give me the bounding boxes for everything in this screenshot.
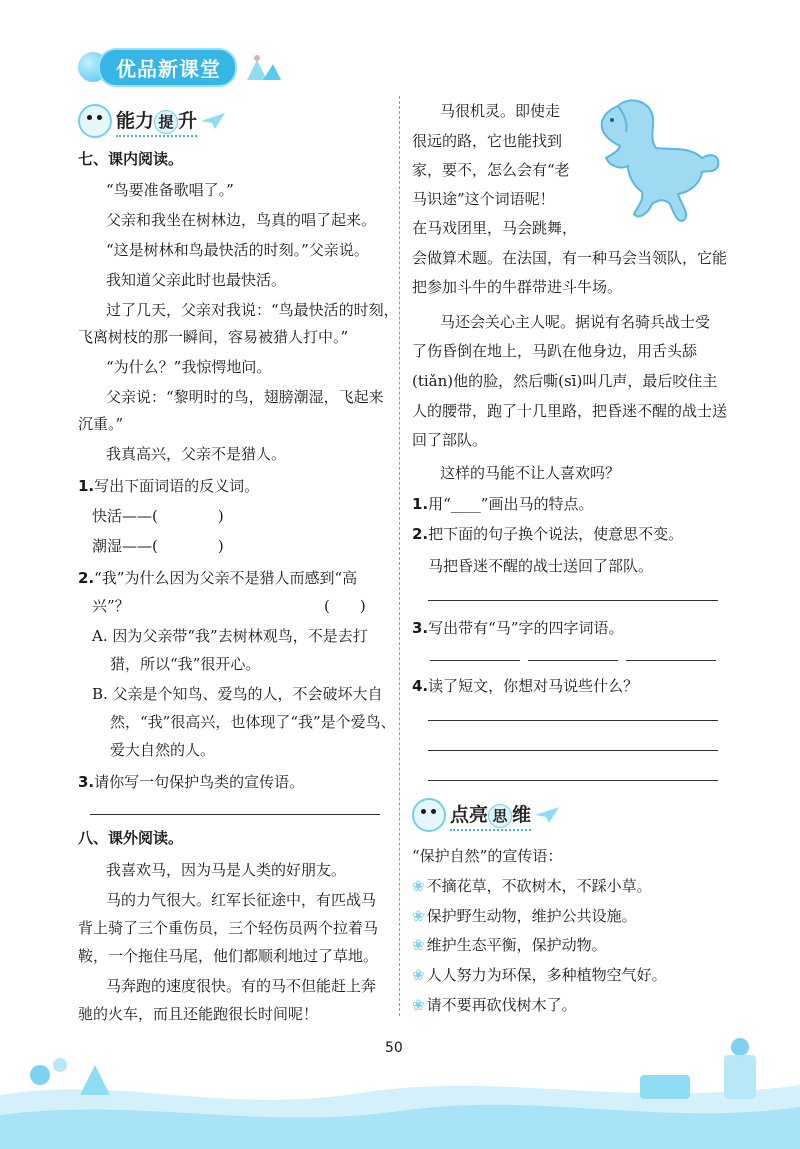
q7-sub3-text: 请你写一句保护鸟类的宣传语。 [94,773,305,791]
r-passage-line: 会做算术题。在法国，有一种马会当领队，它能 [412,249,728,267]
r-sub2-number: 2. [412,525,429,543]
horse-illustration [578,96,724,228]
r-passage-line: 马还会关心主人呢。据说有名骑兵战士受 [440,313,711,331]
answer-paren[interactable]: ( ) [324,597,366,615]
tip-text: 不摘花草，不砍树木，不踩小草。 [426,877,652,895]
section2-title-text: 点亮 [450,803,489,826]
tip-text: 维护生态平衡，保护动物。 [426,936,607,954]
flower-bullet-icon: ❀ [412,936,425,954]
brand-title: 优品新课堂 [100,50,235,85]
r-sub1 [412,494,593,514]
q7-passage-line: “为什么？”我惊愕地问。 [106,358,272,376]
panda-icon [78,104,112,138]
q8-passage-line: 驰的火车，而且还能跑很长时间呢！ [78,1005,319,1023]
option-b[interactable]: B. 父亲是个知鸟、爱鸟的人，不会破坏大自 [92,685,383,703]
q7-passage-line: 父亲说：“黎明时的鸟，翅膀潮湿，飞起来 [106,388,384,406]
q7-sub3 [78,772,304,792]
r-passage-line: 这样的马能不让人喜欢吗？ [440,464,621,482]
flower-bullet-icon: ❀ [412,877,425,895]
r-passage-line: 把参加斗牛的牛群带进斗牛场。 [412,278,623,296]
r-passage-line: 了伤昏倒在地上，马趴在他身边，用舌头舔 [412,342,698,360]
answer-line[interactable] [428,720,718,721]
answer-line[interactable] [428,600,718,601]
antonym-blank-2[interactable]: 潮湿——( ) [92,537,224,555]
page-number: 50 [385,1040,403,1056]
column-divider [399,96,400,1016]
section2-title [450,800,531,831]
section-title-tail: 升 [178,109,198,132]
answer-line[interactable] [428,750,718,751]
tip-item [412,935,607,955]
r-sub2-text: 把下面的句子换个说法，使意思不变。 [428,525,684,543]
q7-sub1 [78,476,259,496]
q7-passage-line: 飞离树枝的那一瞬间，容易被猎人打中。” [78,328,349,346]
r-sub2 [412,524,683,544]
option-a[interactable]: A. 因为父亲带“我”去树林观鸟，不是去打 [92,627,368,645]
section2-title-circle: 思 [488,804,512,828]
tip-item [412,995,577,1015]
option-a-cont: 猎，所以“我”很开心。 [110,655,261,673]
r-sub1-number: 1. [412,495,429,513]
q7-passage-line: “鸟要准备歌唱了。” [106,181,234,199]
q7-sub3-number: 3. [78,773,95,791]
r-sub2-sentence: 马把昏迷不醒的战士送回了部队。 [428,557,654,575]
q7-sub2-text: “我”为什么因为父亲不是猎人而感到“高 [94,569,358,587]
paper-plane-icon [201,113,225,129]
q7-heading: 七、课内阅读。 [78,150,184,168]
r-passage-line: 马很机灵。即使走 [440,102,561,120]
r-sub3 [412,618,623,638]
panda-icon [412,798,446,832]
r-sub4-text: 读了短文，你想对马说些什么？ [428,677,639,695]
q7-sub2-text-line2: 兴”？ [92,597,130,615]
r-passage-line: 回了部队。 [412,431,488,449]
r-passage-line: 在马戏团里，马会跳舞， [412,219,578,237]
section-title [116,106,197,137]
q8-passage-line: 马奔跑的速度很快。有的马不但能赶上奔 [106,977,377,995]
flower-bullet-icon: ❀ [412,966,425,984]
option-b-cont: 然，“我”很高兴，也体现了“我”是个爱鸟、 [110,713,396,731]
r-passage-line: 很远的路，它也能找到 [412,132,563,150]
q8-passage-line: 背上骑了三个重伤员，三个轻伤员两个拉着马 [78,919,379,937]
q7-passage-line: 我真高兴，父亲不是猎人。 [106,445,287,463]
tip-item [412,965,667,985]
r-passage-line: 家，要不，怎么会有“老 [412,161,570,179]
section-header-ability [78,104,225,138]
q8-passage-line: 我喜欢马，因为马是人类的好朋友。 [106,861,347,879]
answer-line[interactable] [428,780,718,781]
antonym-blank-1[interactable]: 快活——( ) [92,507,224,525]
answer-line[interactable] [90,814,380,815]
brand-header [78,50,283,84]
q7-sub1-text: 写出下面词语的反义词。 [94,477,260,495]
tip-item [412,906,637,926]
tip-text: 保护野生动物，维护公共设施。 [426,907,637,925]
answer-blank[interactable] [626,660,716,661]
r-sub4 [412,676,638,696]
r-sub3-number: 3. [412,619,429,637]
q8-passage-line: 鞍，一个拖住马尾，他们都顺利地过了草地。 [78,947,379,965]
section-header-thinking [412,798,559,832]
r-sub1-text: 用“____”画出马的特点。 [428,495,594,513]
r-sub4-number: 4. [412,677,429,695]
section-title-text: 能力 [116,109,155,132]
answer-blank[interactable] [430,660,520,661]
flower-bullet-icon: ❀ [412,907,425,925]
r-passage-line: 马识途”这个词语呢！ [412,190,555,208]
tip-text: 请不要再砍伐树木了。 [426,996,577,1014]
house-decoration-icon [243,52,283,82]
q7-sub2-number: 2. [78,569,95,587]
q8-passage-line: 马的力气很大。红军长征途中，有匹战马 [106,891,377,909]
answer-blank[interactable] [528,660,618,661]
q8-heading: 八、课外阅读。 [78,829,184,847]
q7-passage-line: “这是树林和鸟最快活的时刻。”父亲说。 [106,241,369,259]
option-b-cont: 爱大自然的人。 [110,741,216,759]
tip-text: 人人努力为环保，多种植物空气好。 [426,966,667,984]
r-sub3-text: 写出带有“马”字的四字词语。 [428,619,624,637]
r-passage-line: 人的腰带，跑了十几里路，把昏迷不醒的战士送 [412,402,728,420]
q7-passage-line: 过了几天，父亲对我说：“鸟最快活的时刻， [106,301,399,319]
section2-title-tail: 维 [512,803,532,826]
r-passage-line: (tiǎn)他的脸，然后嘶(sī)叫几声，最后咬住主 [412,372,718,390]
q7-sub2 [78,568,357,588]
flower-bullet-icon: ❀ [412,996,425,1014]
q7-passage-line: 父亲和我坐在树林边，鸟真的唱了起来。 [106,211,377,229]
section-title-circle: 提 [154,110,178,134]
q7-passage-line: 我知道父亲此时也最快活。 [106,271,287,289]
q7-passage-line: 沉重。” [78,415,124,433]
tip-item [412,876,652,896]
tips-intro: “保护自然”的宣传语： [412,847,563,865]
paper-plane-icon [535,807,559,823]
q7-sub1-number: 1. [78,477,95,495]
